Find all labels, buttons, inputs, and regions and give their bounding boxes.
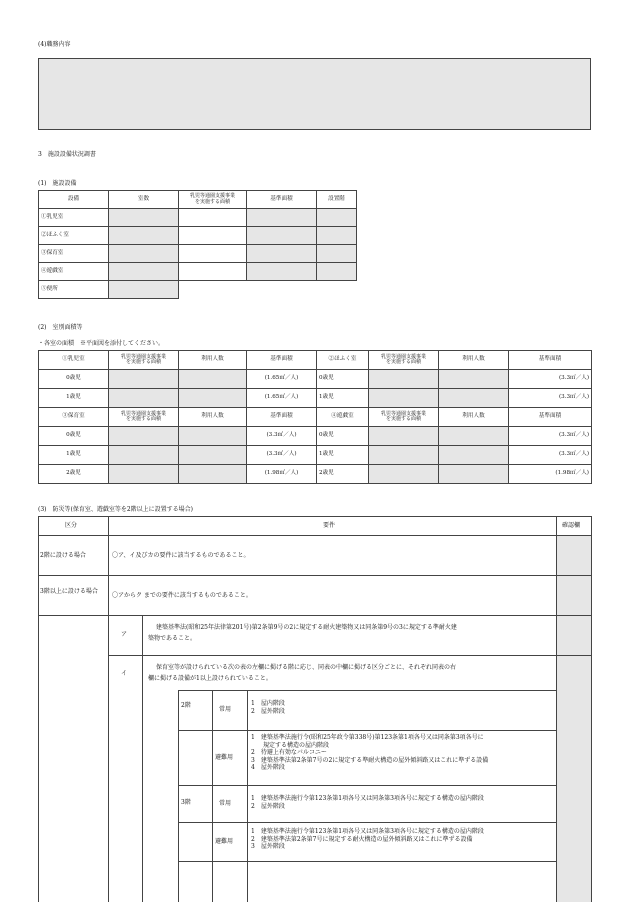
floor-cell[interactable] <box>317 227 357 245</box>
col-header-category: 区分 <box>65 522 78 529</box>
std-cell: (1.98㎡／人) <box>509 465 592 484</box>
check-cell[interactable] <box>557 576 591 615</box>
item-i-mark: イ <box>121 670 128 677</box>
area-input[interactable] <box>369 446 439 465</box>
users-header: 利用人数 <box>179 351 247 370</box>
age-cell: 0歳児 <box>317 370 369 389</box>
list-item: 3 建築基準法第2条第7号の2に規定する準耐火構造の屋外傾斜路又はこれに準ずる設備 <box>251 756 489 764</box>
area-header: 乳児等通園支援事業 を実施する面積 <box>109 351 179 370</box>
area-input[interactable] <box>369 427 439 446</box>
item-a-text-line2: 築物であること。 <box>148 635 197 642</box>
std-cell: (3.3㎡／人) <box>247 446 317 465</box>
users-input[interactable] <box>439 389 509 408</box>
area-input[interactable] <box>109 389 179 408</box>
list-item: 4 屋外階段 <box>251 764 285 771</box>
std-header: 基準面積 <box>247 351 317 370</box>
room-count-cell[interactable] <box>109 209 179 227</box>
list-item: 規定する構造の屋内階段 <box>251 741 330 749</box>
area-input[interactable] <box>109 465 179 484</box>
floor-cell[interactable] <box>317 209 357 227</box>
floor2-regular-list <box>251 700 285 715</box>
item-i-text-line1: 保育室等が設けられている次の表の左欄に掲げる階に応じ、同表の中欄に掲げる区分ごとに、それぞれ同表の右 <box>156 664 457 671</box>
table-row <box>39 465 592 484</box>
users-input[interactable] <box>439 370 509 389</box>
users-input[interactable] <box>179 446 247 465</box>
row-label-nursery-room: ③保育室 <box>39 245 109 263</box>
floor2-regular-label: 常用 <box>219 706 232 713</box>
std-header: 基準面積 <box>509 408 592 427</box>
list-item: 1 建築基準法施行令第123条第1項各号又は同条第3項各号に規定する構造の屋内階段 <box>251 795 484 802</box>
std-header: 基準面積 <box>509 351 592 370</box>
table-row <box>39 245 357 263</box>
item-i-text-line2: 欄に掲げる設備が1以上設けられていること。 <box>148 675 272 682</box>
area-header: 乳児等通園支援事業 を実施する面積 <box>109 408 179 427</box>
users-input[interactable] <box>179 389 247 408</box>
list-item: 1 屋内階段 <box>251 700 285 707</box>
floor-cell[interactable] <box>317 263 357 281</box>
table-row <box>39 370 592 389</box>
std-cell: (1.98㎡／人) <box>247 465 317 484</box>
floor3-label: 3階 <box>181 799 191 806</box>
requirement-3rd-floor: 〇アからク までの要件に該当するものであること。 <box>112 592 252 599</box>
col-header-check: 確認欄 <box>562 522 581 529</box>
col-header-support-area: 乳児等通園支援事業 を実施する面積 <box>179 191 247 209</box>
std-cell: (1.65㎡／人) <box>247 389 317 408</box>
support-area-cell[interactable] <box>179 209 247 227</box>
floor2-evac-label: 避難用 <box>215 754 234 761</box>
table-row <box>39 263 357 281</box>
check-cell[interactable] <box>557 656 591 902</box>
col-header-room-count: 室数 <box>109 191 179 209</box>
area-input[interactable] <box>369 370 439 389</box>
block2-left-title: ③保育室 <box>39 408 109 427</box>
section3-title: 3 施設設備状況調書 <box>38 151 96 158</box>
block2-right-title: ④遊戯室 <box>317 408 369 427</box>
std-cell: (1.65㎡／人) <box>247 370 317 389</box>
area-input[interactable] <box>369 389 439 408</box>
facility-title: (1) 施設設備 <box>38 180 77 187</box>
row-label-toilet: ⑤便所 <box>39 281 109 299</box>
area-input[interactable] <box>109 427 179 446</box>
support-area-cell[interactable] <box>179 245 247 263</box>
std-cell: (3.3㎡／人) <box>509 370 592 389</box>
age-cell: 0歳児 <box>39 427 109 446</box>
item-a-text-line1: 建築基準法(昭和25年法律第201号)第2条第9号の2に規定する耐火建築物又は同条第9号の3に規定する準耐火建 <box>156 624 457 631</box>
age-cell: 1歳児 <box>317 446 369 465</box>
check-cell[interactable] <box>557 536 591 575</box>
section4-title: (4)職務内容 <box>38 41 71 48</box>
col-header-requirement: 要件 <box>323 522 336 529</box>
rooms-note: ・各室の面積 ※平面図を添付してください。 <box>38 340 165 347</box>
floor3-evac-list <box>251 828 484 851</box>
facility-table <box>38 190 357 299</box>
area-input[interactable] <box>369 465 439 484</box>
users-header: 利用人数 <box>439 351 509 370</box>
age-cell: 2歳児 <box>317 465 369 484</box>
std-cell: (3.3㎡／人) <box>509 446 592 465</box>
table-row <box>39 389 592 408</box>
list-item: 2 建築基準法第2条第7号に規定する耐火構造の屋外傾斜路又はこれに準ずる設備 <box>251 835 473 843</box>
block1-left-title: ①乳児室 <box>39 351 109 370</box>
floor2-evac-list <box>251 734 488 772</box>
floor2-label: 2階 <box>181 702 191 709</box>
age-cell: 0歳児 <box>39 370 109 389</box>
age-cell: 1歳児 <box>317 389 369 408</box>
list-item: 2 待避上有効なバルコニー <box>251 749 327 756</box>
col-header-floor: 設置階 <box>317 191 357 209</box>
users-input[interactable] <box>179 370 247 389</box>
block1-right-title: ②ほふく室 <box>317 351 369 370</box>
support-area-cell[interactable] <box>179 263 247 281</box>
area-input[interactable] <box>109 370 179 389</box>
table-row <box>39 281 357 299</box>
row-label-3rd-floor: 3階以上に設ける場合 <box>40 588 98 595</box>
users-header: 利用人数 <box>439 408 509 427</box>
floor3-evac-label: 避難用 <box>215 838 234 845</box>
standard-area-cell[interactable] <box>247 227 317 245</box>
col-header-standard-area: 基準面積 <box>247 191 317 209</box>
age-cell: 0歳児 <box>317 427 369 446</box>
std-cell: (3.3㎡／人) <box>509 427 592 446</box>
table-row <box>39 227 357 245</box>
room-count-cell[interactable] <box>109 245 179 263</box>
users-input[interactable] <box>179 427 247 446</box>
standard-area-cell[interactable] <box>247 245 317 263</box>
room-count-cell[interactable] <box>109 281 179 299</box>
age-cell: 2歳児 <box>39 465 109 484</box>
users-header: 利用人数 <box>179 408 247 427</box>
table-row <box>39 446 592 465</box>
row-label-play-room: ④遊戯室 <box>39 263 109 281</box>
fire-safety-table <box>38 516 591 902</box>
list-item: 1 建築基準法施行令第123条第1項各号又は同条第3項各号に規定する構造の屋内階段 <box>251 828 484 835</box>
age-cell: 1歳児 <box>39 446 109 465</box>
support-area-cell[interactable] <box>179 227 247 245</box>
users-input[interactable] <box>439 465 509 484</box>
floor3-regular-label: 常用 <box>219 800 232 807</box>
std-cell: (3.3㎡／人) <box>247 427 317 446</box>
floor-cell[interactable] <box>317 245 357 263</box>
users-input[interactable] <box>179 465 247 484</box>
standard-area-cell[interactable] <box>247 209 317 227</box>
list-item: 2 屋外階段 <box>251 802 285 810</box>
users-input[interactable] <box>439 446 509 465</box>
list-item: 3 屋外階段 <box>251 843 285 850</box>
std-header: 基準面積 <box>247 408 317 427</box>
row-label-2nd-floor: 2階に設ける場合 <box>40 552 86 559</box>
item-a-mark: ア <box>121 631 128 638</box>
fire-title: (3) 防災等(保育室、遊戯室等を2階以上に設置する場合) <box>38 506 193 513</box>
list-item: 1 建築基準法施行令(昭和25年政令第338号)第123条第1項各号又は同条第3項各号に <box>251 734 484 741</box>
table-row <box>39 427 592 446</box>
age-cell: 1歳児 <box>39 389 109 408</box>
standard-area-cell[interactable] <box>247 263 317 281</box>
row-label-infant-room: ①乳児室 <box>39 209 109 227</box>
table-row <box>39 209 357 227</box>
rooms-title: (2) 室別面積等 <box>38 324 83 331</box>
col-header-equipment: 設備 <box>39 191 109 209</box>
users-input[interactable] <box>439 427 509 446</box>
area-header: 乳児等通園支援事業 を実施する面積 <box>369 408 439 427</box>
std-cell: (3.3㎡／人) <box>509 389 592 408</box>
check-cell[interactable] <box>557 616 591 655</box>
area-header: 乳児等通園支援事業 を実施する面積 <box>369 351 439 370</box>
room-count-cell[interactable] <box>109 263 179 281</box>
duties-textarea[interactable] <box>38 58 591 130</box>
area-input[interactable] <box>109 446 179 465</box>
room-area-table <box>38 350 592 484</box>
room-count-cell[interactable] <box>109 227 179 245</box>
row-label-crawling-room: ②ほふく室 <box>39 227 109 245</box>
list-item: 2 屋外階段 <box>251 707 285 715</box>
floor3-regular-list <box>251 795 484 810</box>
requirement-2nd-floor: 〇ア、イ及びカの要件に該当するものであること。 <box>112 552 250 559</box>
